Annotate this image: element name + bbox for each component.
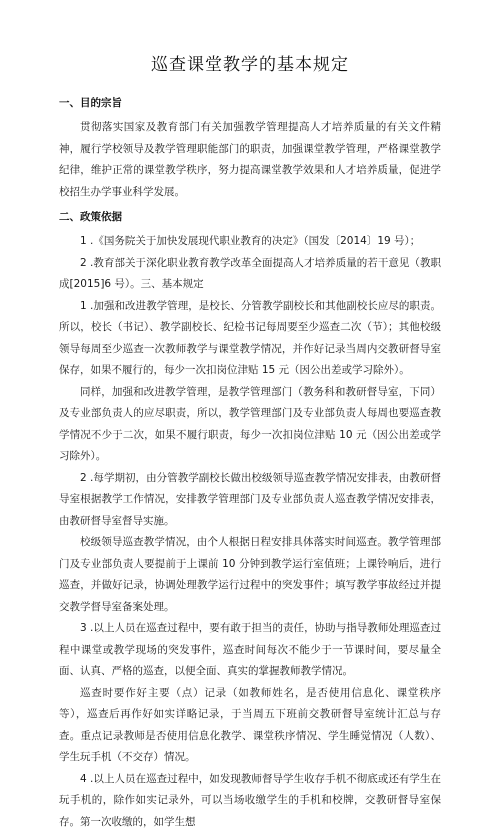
paragraph: 1 .加强和改进教学管理，是校长、分管教学副校长和其他副校长应尽的职责。所以，校长（书记）、教学副校长、纪检书记每周要至少巡查二次（节）；其他校级领导每周至少巡查一次教师教学与课堂教学情况，并作好记录当周内交教研督导室保存，如果不履行的，每少一次扣岗位津贴 15 元（因公出差或学习除外）。 [59,296,441,382]
paragraph: 同样，加强和改进教学管理，是教学管理部门（教务科和教研督导室，下同）及专业部负责人的应尽职责，所以，教学管理部门及专业部负责人每周也要巡查教学情况不少于二次，如果不履行职责，每少一次扣岗位津贴 10 元（因公出差或学习除外）。 [59,382,441,468]
section-heading: 二、政策依据 [59,209,441,225]
paragraph: 2 .每学期初，由分管教学副校长做出校级领导巡查教学情况安排表，由教研督导室根据教学工作情况，安排教学管理部门及专业部负责人巡查教学情况安排表，由教研督导室督导实施。 [59,468,441,533]
paragraph: 贯彻落实国家及教育部门有关加强教学管理提高人才培养质量的有关文件精神，履行学校领导及教学管理职能部门的职责，加强课堂教学管理，严格课堂教学纪律，维护正常的课堂教学秩序，努力提高课堂教学效果和人才培养质量，促进学校招生办学事业科学发展。 [59,117,441,203]
section-policy-basis [59,209,441,833]
section-heading: 一、目的宗旨 [59,95,441,111]
paragraph: 1 .《国务院关于加快发展现代职业教育的决定》（国发〔2014〕19 号）； [59,231,441,253]
section-purpose [59,95,441,203]
paragraph: 校级领导巡查教学情况，由个人根据日程安排具体落实时间巡查。教学管理部门及专业部负责人要提前于上课前 10 分钟到教学运行室值班；上课铃响后，进行巡查，并做好记录，协调处理教学运行过程中的突发事件；填写教学事故经过并提交教学督导室备案处理。 [59,532,441,618]
paragraph: 4 .以上人员在巡查过程中，如发现教师督导学生收存手机不彻底或还有学生在玩手机的，除作如实记录外，可以当场收缴学生的手机和校牌，交教研督导室保存。第一次收缴的，如学生想 [59,769,441,833]
paragraph: 巡查时要作好主要（点）记录（如教师姓名，是否使用信息化、课堂秩序等），巡查后再作好如实详略记录，于当周五下班前交教研督导室统计汇总与存查。重点记录教师是否使用信息化教学、课堂秩序情况、学生睡觉情况（人数）、学生玩手机（不交存）情况。 [59,683,441,769]
paragraph: 3 .以上人员在巡查过程中，要有敢于担当的责任，协助与指导教师处理巡查过程中课堂或教学现场的突发事件，巡查时间每次不能少于一节课时间，要尽量全面、认真、严格的巡查，以便全面、真实的掌握教师教学情况。 [59,618,441,683]
paragraph: 2 .教育部关于深化职业教育教学改革全面提高人才培养质量的若干意见（教职成[2015]6 号）。三、基本规定 [59,253,441,296]
document-title: 巡查课堂教学的基本规定 [59,50,441,75]
